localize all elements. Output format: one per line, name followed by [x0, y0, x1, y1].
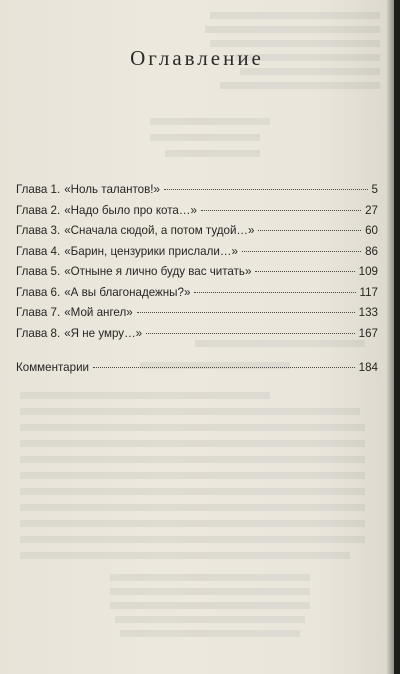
toc-dot-leader: [93, 367, 355, 368]
toc-chapter-label: Глава 2.: [16, 203, 61, 217]
toc-entry: [16, 265, 378, 286]
toc-entry: [16, 286, 378, 307]
toc-dot-leader: [146, 333, 355, 334]
toc-entry: [16, 224, 378, 245]
toc-page-number: 27: [365, 203, 378, 217]
table-of-contents: [16, 183, 378, 382]
toc-page-number: 109: [358, 265, 378, 278]
page-title: Оглавление: [130, 46, 264, 70]
toc-dot-leader: [194, 292, 355, 293]
toc-page-number: 60: [365, 224, 378, 237]
toc-entry: [16, 361, 378, 382]
toc-dot-leader: [164, 189, 368, 190]
toc-chapter-label: Глава 4.: [16, 244, 61, 258]
toc-chapter-label: Глава 3.: [16, 224, 61, 237]
toc-dot-leader: [137, 312, 355, 313]
toc-chapter-label: Глава 5.: [16, 265, 61, 278]
toc-dot-leader: [201, 210, 361, 211]
toc-dot-leader: [258, 230, 361, 231]
toc-chapter-title: «Ноль талантов!»: [64, 183, 160, 196]
toc-chapter-title: «Мой ангел»: [64, 306, 133, 319]
toc-chapter-title: «Барин, цензурики прислали…»: [64, 244, 238, 258]
toc-entry: [16, 245, 378, 266]
toc-page-number: 5: [371, 183, 378, 196]
toc-page-number: 167: [358, 326, 378, 340]
toc-dot-leader: [255, 271, 354, 272]
toc-entry: [16, 204, 378, 225]
toc-chapter-title: «Надо было про кота…»: [64, 203, 197, 217]
toc-entry: [16, 306, 378, 327]
toc-page-number: 117: [359, 285, 378, 299]
toc-chapter-label: Глава 8.: [16, 326, 61, 340]
spine-shadow: [386, 0, 394, 674]
toc-entry: [16, 183, 378, 204]
toc-page-number: 184: [358, 361, 378, 374]
toc-chapter-title: «Я не умру…»: [64, 326, 143, 340]
toc-chapter-title: «А вы благонадежны?»: [64, 285, 191, 299]
toc-dot-leader: [242, 251, 361, 252]
toc-chapter-label: Глава 1.: [16, 183, 61, 196]
toc-page-number: 133: [358, 306, 378, 319]
toc-chapter-title: «Сначала сюдой, а потом тудой…»: [64, 224, 255, 237]
toc-entry: [16, 327, 378, 348]
toc-page-number: 86: [365, 244, 378, 258]
toc-chapter-label: Глава 7.: [16, 306, 61, 319]
toc-spacer: [16, 347, 378, 361]
toc-chapter-title: «Отныне я лично буду вас читать»: [64, 265, 252, 278]
toc-chapter-label: Комментарии: [16, 361, 90, 374]
toc-chapter-label: Глава 6.: [16, 285, 61, 299]
